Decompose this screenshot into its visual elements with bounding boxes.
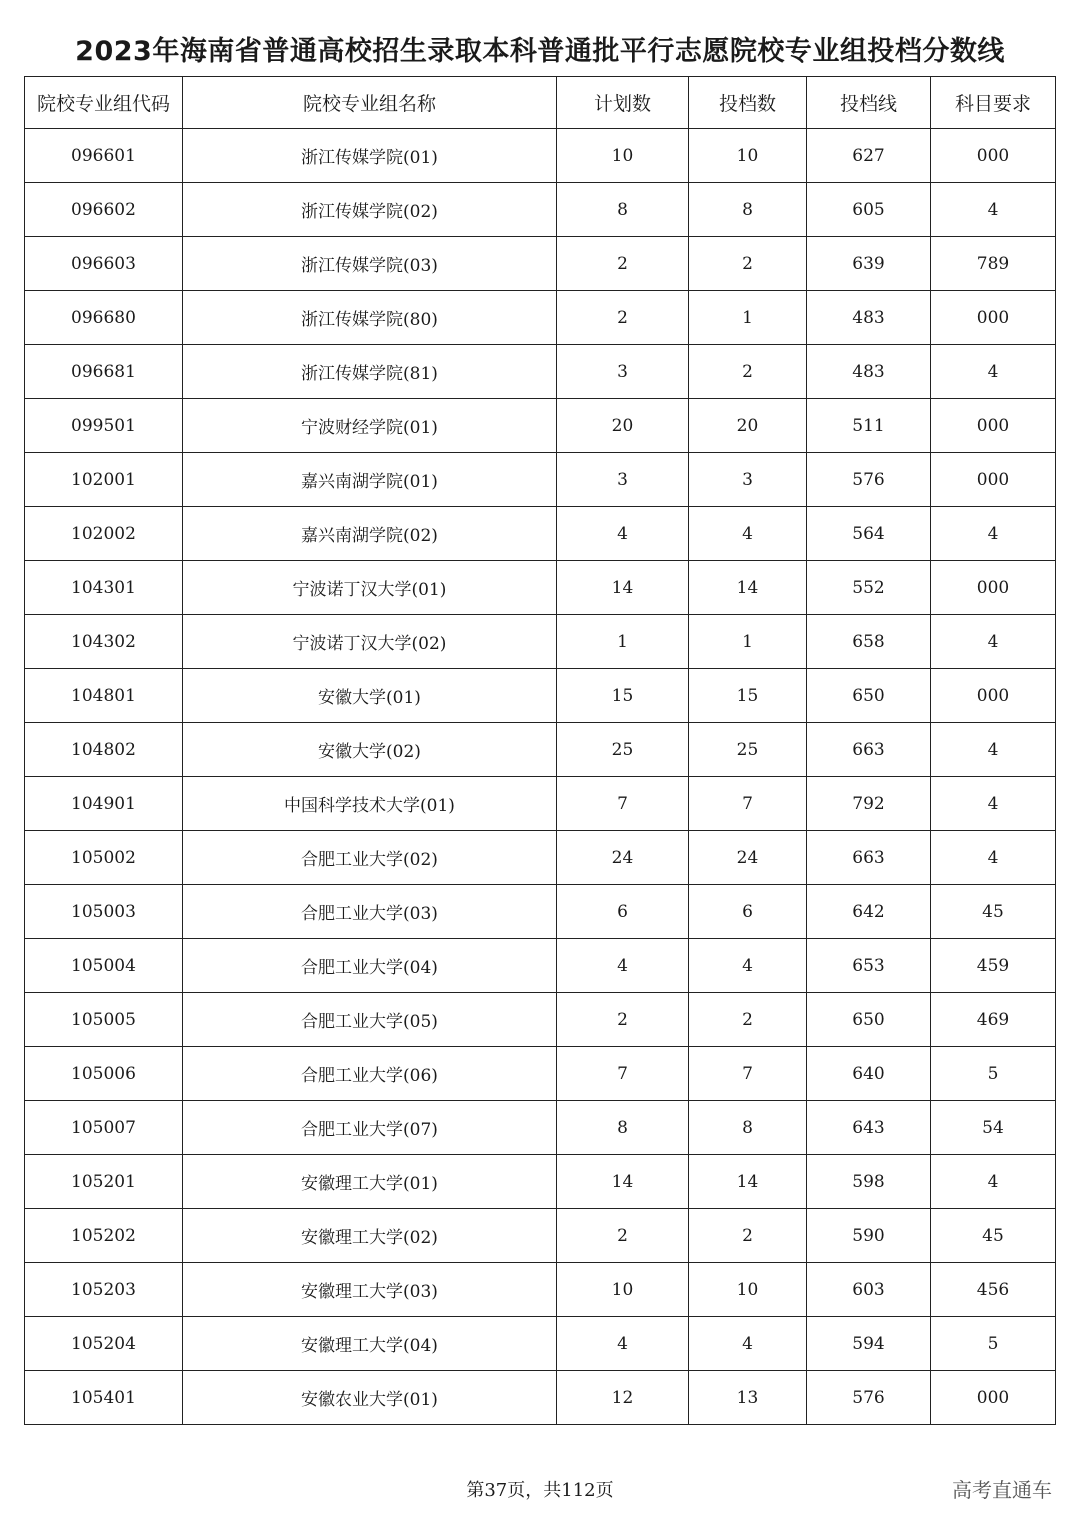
cell-plan-count: 25 <box>557 723 689 777</box>
cell-filed-count: 7 <box>689 1047 807 1101</box>
cell-filed-count: 13 <box>689 1371 807 1425</box>
header-score-line: 投档线 <box>807 77 931 129</box>
cell-plan-count: 20 <box>557 399 689 453</box>
cell-group-code: 104802 <box>25 723 183 777</box>
cell-plan-count: 6 <box>557 885 689 939</box>
table-row <box>25 777 1056 831</box>
cell-group-name: 浙江传媒学院(80) <box>183 291 557 345</box>
cell-plan-count: 14 <box>557 1155 689 1209</box>
cell-group-name: 安徽理工大学(03) <box>183 1263 557 1317</box>
cell-filed-count: 6 <box>689 885 807 939</box>
cell-score-line: 605 <box>807 183 931 237</box>
cell-filed-count: 1 <box>689 291 807 345</box>
cell-filed-count: 2 <box>689 993 807 1047</box>
cell-filed-count: 20 <box>689 399 807 453</box>
cell-subject-requirement: 000 <box>931 1371 1056 1425</box>
header-group-code: 院校专业组代码 <box>25 77 183 129</box>
cell-subject-requirement: 4 <box>931 831 1056 885</box>
cell-filed-count: 25 <box>689 723 807 777</box>
cell-subject-requirement: 469 <box>931 993 1056 1047</box>
table-row <box>25 1155 1056 1209</box>
cell-score-line: 650 <box>807 669 931 723</box>
table-row <box>25 561 1056 615</box>
cell-group-name: 宁波财经学院(01) <box>183 399 557 453</box>
cell-group-name: 安徽大学(02) <box>183 723 557 777</box>
cell-group-name: 合肥工业大学(04) <box>183 939 557 993</box>
table-row <box>25 237 1056 291</box>
cell-filed-count: 8 <box>689 183 807 237</box>
cell-plan-count: 3 <box>557 453 689 507</box>
cell-subject-requirement: 000 <box>931 291 1056 345</box>
cell-group-code: 104301 <box>25 561 183 615</box>
table-row <box>25 885 1056 939</box>
cell-subject-requirement: 4 <box>931 507 1056 561</box>
cell-group-name: 嘉兴南湖学院(02) <box>183 507 557 561</box>
cell-plan-count: 7 <box>557 777 689 831</box>
cell-score-line: 650 <box>807 993 931 1047</box>
cell-subject-requirement: 000 <box>931 129 1056 183</box>
cell-filed-count: 8 <box>689 1101 807 1155</box>
cell-subject-requirement: 4 <box>931 1155 1056 1209</box>
cell-group-name: 浙江传媒学院(02) <box>183 183 557 237</box>
cell-group-code: 096602 <box>25 183 183 237</box>
cell-group-code: 105203 <box>25 1263 183 1317</box>
cell-plan-count: 2 <box>557 1209 689 1263</box>
cell-score-line: 603 <box>807 1263 931 1317</box>
cell-group-name: 浙江传媒学院(03) <box>183 237 557 291</box>
cell-score-line: 642 <box>807 885 931 939</box>
cell-score-line: 627 <box>807 129 931 183</box>
cell-group-code: 105202 <box>25 1209 183 1263</box>
cell-plan-count: 24 <box>557 831 689 885</box>
cell-group-name: 合肥工业大学(03) <box>183 885 557 939</box>
cell-group-code: 104901 <box>25 777 183 831</box>
cell-group-name: 合肥工业大学(02) <box>183 831 557 885</box>
admission-score-table <box>24 76 1056 1425</box>
table-row <box>25 453 1056 507</box>
cell-filed-count: 4 <box>689 1317 807 1371</box>
cell-group-name: 宁波诺丁汉大学(01) <box>183 561 557 615</box>
cell-plan-count: 2 <box>557 993 689 1047</box>
cell-group-name: 安徽理工大学(04) <box>183 1317 557 1371</box>
cell-plan-count: 1 <box>557 615 689 669</box>
cell-group-code: 104801 <box>25 669 183 723</box>
cell-filed-count: 7 <box>689 777 807 831</box>
cell-group-code: 096603 <box>25 237 183 291</box>
cell-filed-count: 1 <box>689 615 807 669</box>
cell-plan-count: 10 <box>557 129 689 183</box>
cell-subject-requirement: 4 <box>931 615 1056 669</box>
cell-group-code: 105003 <box>25 885 183 939</box>
cell-plan-count: 2 <box>557 291 689 345</box>
cell-filed-count: 4 <box>689 939 807 993</box>
cell-group-name: 安徽大学(01) <box>183 669 557 723</box>
cell-plan-count: 10 <box>557 1263 689 1317</box>
cell-plan-count: 4 <box>557 507 689 561</box>
cell-score-line: 552 <box>807 561 931 615</box>
cell-score-line: 653 <box>807 939 931 993</box>
cell-group-code: 096680 <box>25 291 183 345</box>
cell-filed-count: 3 <box>689 453 807 507</box>
table-row <box>25 1101 1056 1155</box>
cell-plan-count: 4 <box>557 1317 689 1371</box>
cell-subject-requirement: 000 <box>931 669 1056 723</box>
cell-group-name: 合肥工业大学(05) <box>183 993 557 1047</box>
cell-group-name: 安徽理工大学(01) <box>183 1155 557 1209</box>
table-row <box>25 1047 1056 1101</box>
cell-group-name: 宁波诺丁汉大学(02) <box>183 615 557 669</box>
cell-score-line: 643 <box>807 1101 931 1155</box>
cell-group-name: 浙江传媒学院(01) <box>183 129 557 183</box>
cell-plan-count: 7 <box>557 1047 689 1101</box>
cell-plan-count: 8 <box>557 1101 689 1155</box>
cell-score-line: 639 <box>807 237 931 291</box>
cell-subject-requirement: 459 <box>931 939 1056 993</box>
table-row <box>25 183 1056 237</box>
header-group-name: 院校专业组名称 <box>183 77 557 129</box>
cell-score-line: 663 <box>807 831 931 885</box>
cell-subject-requirement: 000 <box>931 453 1056 507</box>
cell-group-name: 浙江传媒学院(81) <box>183 345 557 399</box>
header-subject-requirement: 科目要求 <box>931 77 1056 129</box>
header-filed-count: 投档数 <box>689 77 807 129</box>
table-row <box>25 399 1056 453</box>
cell-group-code: 105007 <box>25 1101 183 1155</box>
cell-group-code: 105201 <box>25 1155 183 1209</box>
table-row <box>25 1263 1056 1317</box>
table-row <box>25 993 1056 1047</box>
cell-group-code: 105204 <box>25 1317 183 1371</box>
cell-group-code: 105401 <box>25 1371 183 1425</box>
cell-plan-count: 12 <box>557 1371 689 1425</box>
cell-subject-requirement: 54 <box>931 1101 1056 1155</box>
table-row <box>25 345 1056 399</box>
cell-filed-count: 14 <box>689 561 807 615</box>
cell-subject-requirement: 4 <box>931 183 1056 237</box>
cell-group-name: 嘉兴南湖学院(01) <box>183 453 557 507</box>
cell-subject-requirement: 789 <box>931 237 1056 291</box>
cell-score-line: 658 <box>807 615 931 669</box>
cell-filed-count: 15 <box>689 669 807 723</box>
cell-plan-count: 2 <box>557 237 689 291</box>
cell-subject-requirement: 456 <box>931 1263 1056 1317</box>
cell-score-line: 663 <box>807 723 931 777</box>
cell-score-line: 576 <box>807 453 931 507</box>
table-row <box>25 669 1056 723</box>
cell-score-line: 483 <box>807 291 931 345</box>
cell-filed-count: 2 <box>689 237 807 291</box>
cell-group-code: 105006 <box>25 1047 183 1101</box>
table-row <box>25 291 1056 345</box>
page-title: 2023年海南省普通高校招生录取本科普通批平行志愿院校专业组投档分数线 <box>75 36 1005 67</box>
cell-score-line: 564 <box>807 507 931 561</box>
cell-filed-count: 4 <box>689 507 807 561</box>
cell-group-name: 合肥工业大学(07) <box>183 1101 557 1155</box>
table-row <box>25 1317 1056 1371</box>
cell-group-code: 096601 <box>25 129 183 183</box>
cell-group-code: 102002 <box>25 507 183 561</box>
cell-score-line: 511 <box>807 399 931 453</box>
cell-group-code: 105004 <box>25 939 183 993</box>
cell-score-line: 483 <box>807 345 931 399</box>
cell-subject-requirement: 45 <box>931 1209 1056 1263</box>
cell-group-code: 104302 <box>25 615 183 669</box>
cell-group-code: 096681 <box>25 345 183 399</box>
cell-subject-requirement: 4 <box>931 777 1056 831</box>
cell-subject-requirement: 45 <box>931 885 1056 939</box>
cell-filed-count: 14 <box>689 1155 807 1209</box>
cell-group-name: 合肥工业大学(06) <box>183 1047 557 1101</box>
cell-group-name: 安徽农业大学(01) <box>183 1371 557 1425</box>
table-row <box>25 831 1056 885</box>
cell-filed-count: 24 <box>689 831 807 885</box>
table-row <box>25 723 1056 777</box>
table-header-row <box>25 77 1056 129</box>
table-row <box>25 1371 1056 1425</box>
table-row <box>25 615 1056 669</box>
header-plan-count: 计划数 <box>557 77 689 129</box>
cell-plan-count: 4 <box>557 939 689 993</box>
table-row <box>25 507 1056 561</box>
cell-group-name: 中国科学技术大学(01) <box>183 777 557 831</box>
cell-group-code: 102001 <box>25 453 183 507</box>
table-body <box>25 129 1056 1425</box>
cell-filed-count: 10 <box>689 129 807 183</box>
cell-subject-requirement: 000 <box>931 399 1056 453</box>
table-row <box>25 1209 1056 1263</box>
cell-filed-count: 2 <box>689 345 807 399</box>
cell-score-line: 594 <box>807 1317 931 1371</box>
cell-filed-count: 10 <box>689 1263 807 1317</box>
cell-plan-count: 3 <box>557 345 689 399</box>
watermark-text: 高考直通车 <box>952 1478 1052 1502</box>
cell-plan-count: 15 <box>557 669 689 723</box>
cell-group-code: 105005 <box>25 993 183 1047</box>
cell-filed-count: 2 <box>689 1209 807 1263</box>
cell-score-line: 576 <box>807 1371 931 1425</box>
cell-score-line: 792 <box>807 777 931 831</box>
cell-subject-requirement: 4 <box>931 345 1056 399</box>
cell-group-name: 安徽理工大学(02) <box>183 1209 557 1263</box>
cell-subject-requirement: 5 <box>931 1047 1056 1101</box>
cell-score-line: 590 <box>807 1209 931 1263</box>
cell-subject-requirement: 5 <box>931 1317 1056 1371</box>
cell-group-code: 105002 <box>25 831 183 885</box>
cell-plan-count: 8 <box>557 183 689 237</box>
table-row <box>25 129 1056 183</box>
cell-group-code: 099501 <box>25 399 183 453</box>
cell-plan-count: 14 <box>557 561 689 615</box>
cell-score-line: 598 <box>807 1155 931 1209</box>
cell-subject-requirement: 000 <box>931 561 1056 615</box>
cell-score-line: 640 <box>807 1047 931 1101</box>
table-row <box>25 939 1056 993</box>
page-number: 第37页，共112页 <box>466 1480 614 1501</box>
cell-subject-requirement: 4 <box>931 723 1056 777</box>
